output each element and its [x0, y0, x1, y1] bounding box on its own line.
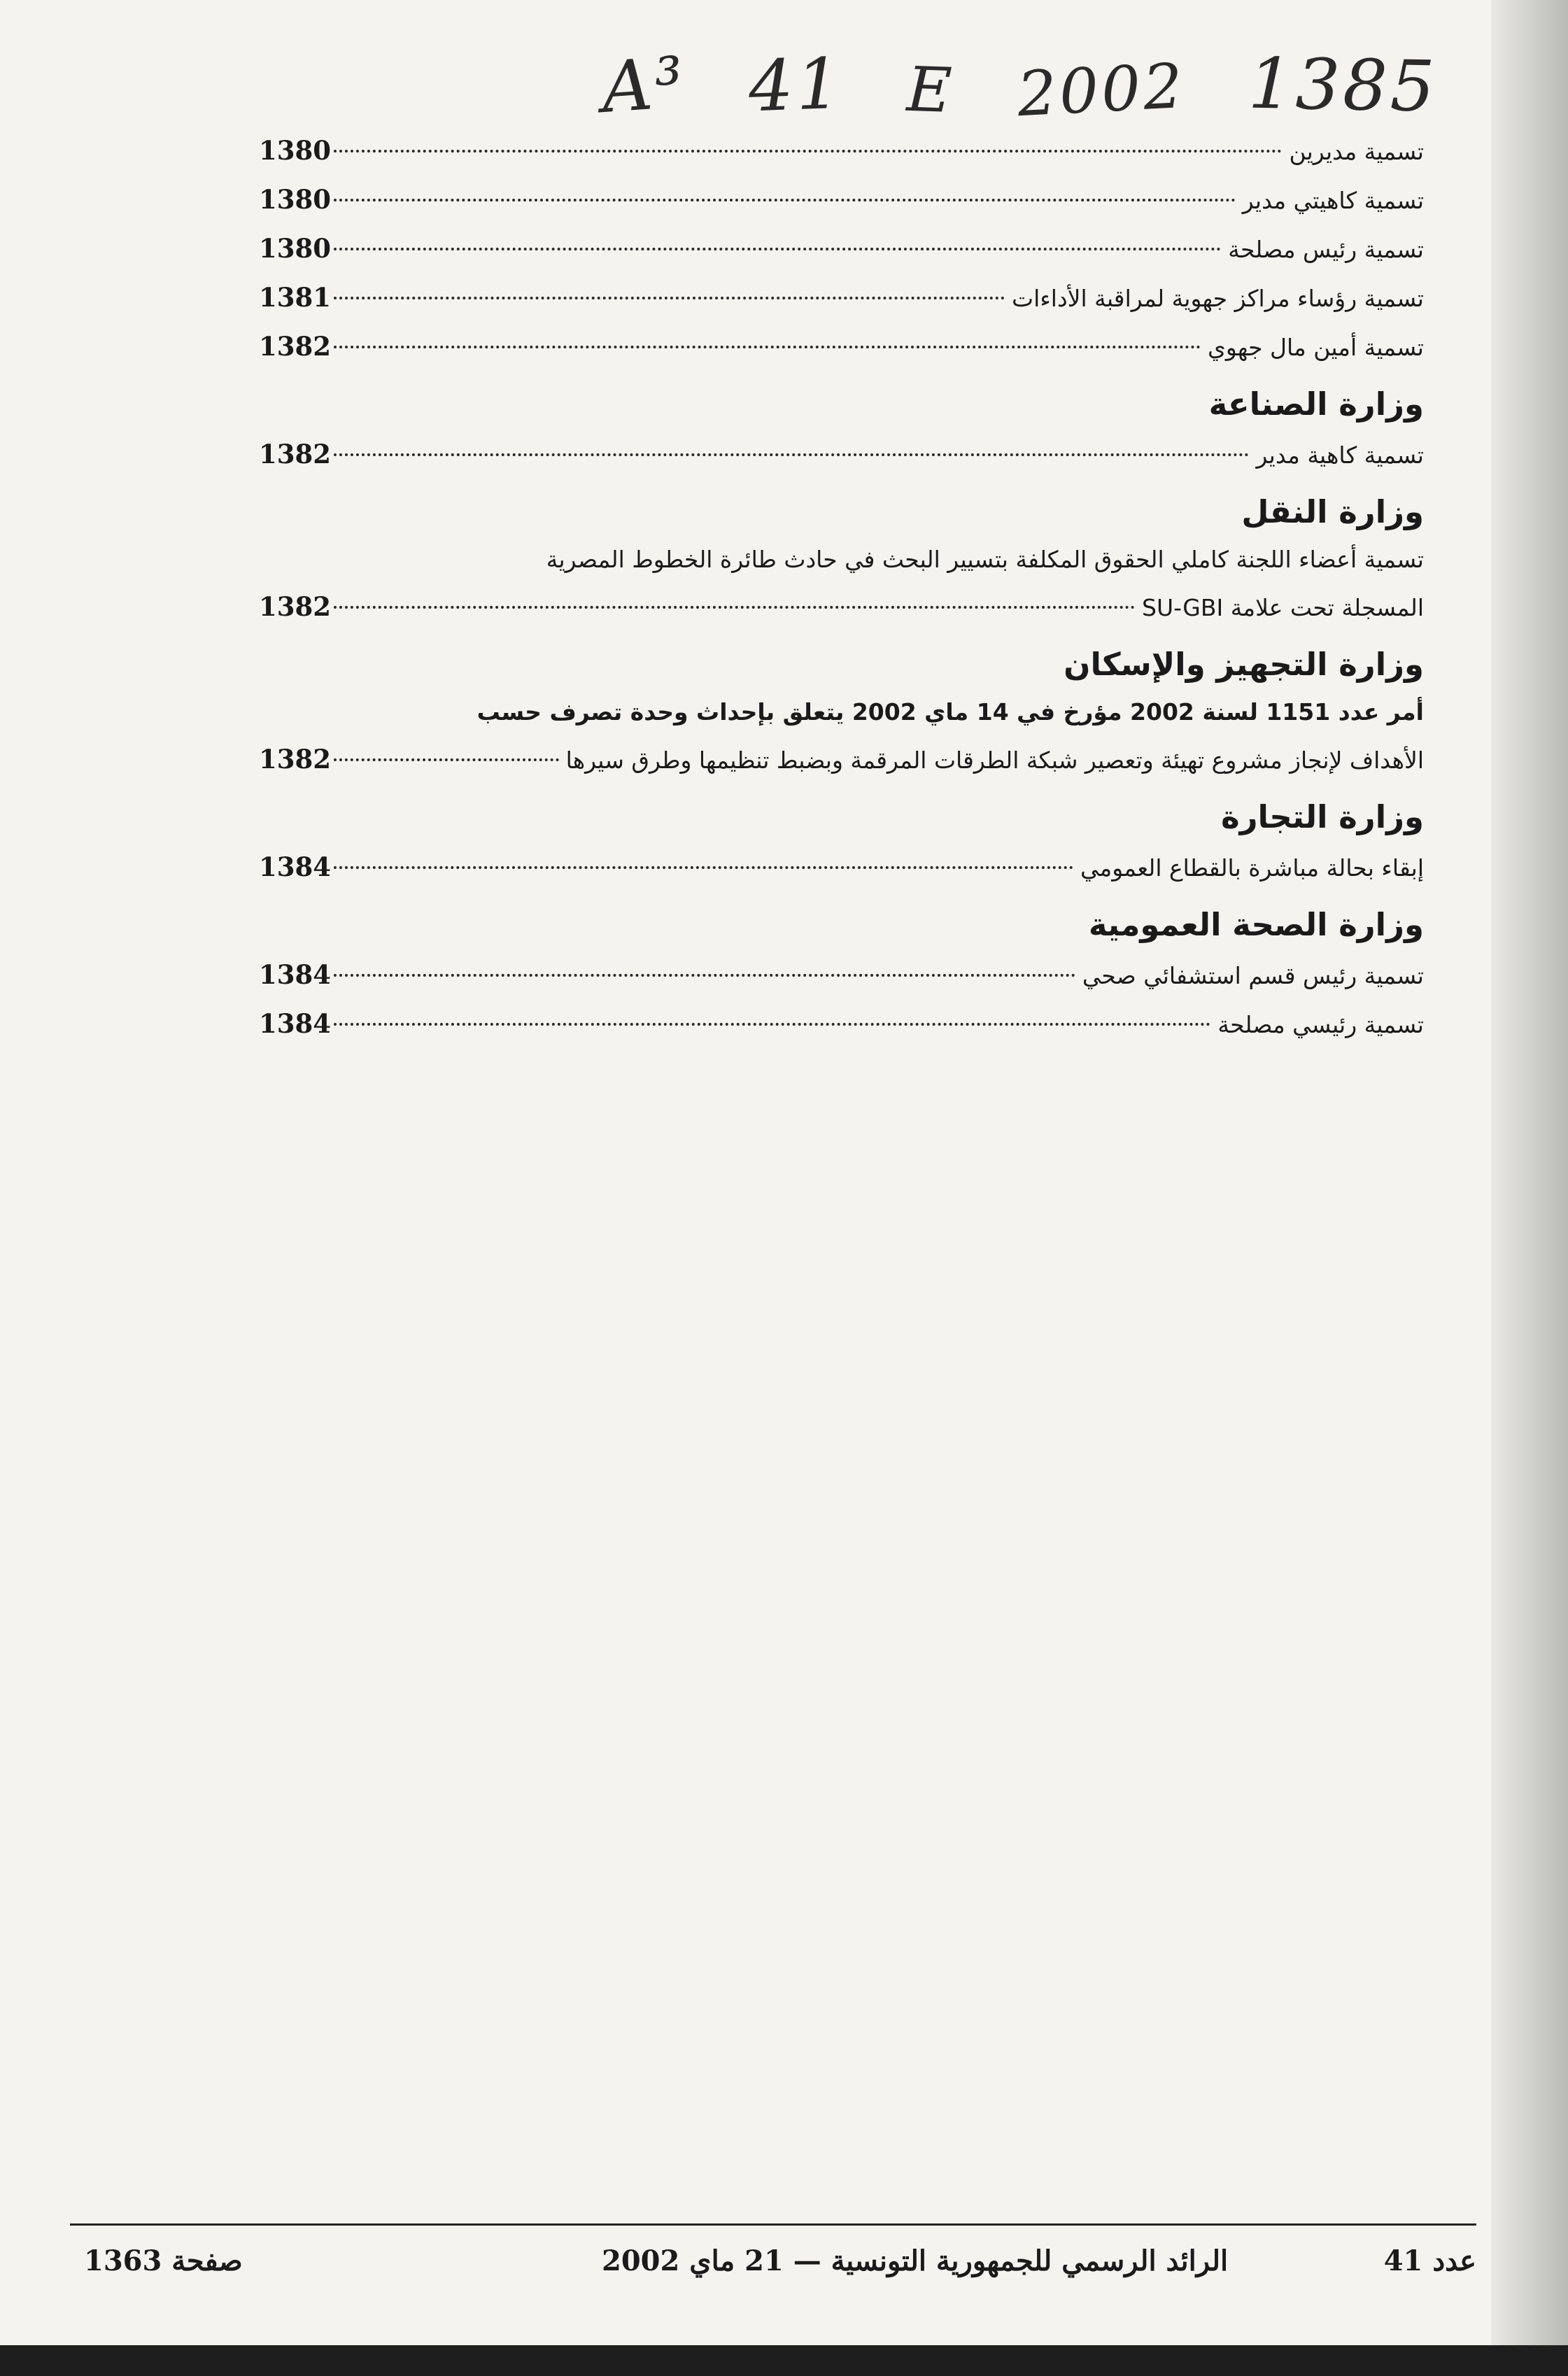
section-title-industry: وزارة الصناعة — [1208, 386, 1424, 423]
issue-number: عدد 41 — [1383, 2244, 1476, 2277]
toc-entry-title: تسمية كاهية مدير — [1256, 441, 1424, 469]
toc-entry-page: 1384 — [259, 959, 331, 990]
toc-entry — [259, 126, 1424, 175]
handwritten-note-part: E — [905, 52, 956, 127]
toc-entry — [259, 322, 1424, 371]
toc-entry — [259, 175, 1424, 224]
section-title-transport: وزارة النقل — [1241, 493, 1424, 530]
dot-leader — [334, 346, 1201, 348]
dot-leader — [334, 248, 1221, 250]
dot-leader — [334, 453, 1249, 456]
toc-entry — [259, 582, 1424, 631]
toc-entry-page: 1380 — [259, 184, 331, 215]
handwritten-note-part: 1385 — [1247, 42, 1439, 128]
toc-entry-text-line: تسمية أعضاء اللجنة كاملي الحقوق المكلفة بتسيير البحث في حادث طائرة الخطوط المصرية — [546, 546, 1424, 573]
dot-leader — [334, 199, 1236, 201]
section-title-equipment: وزارة التجهيز والإسكان — [1064, 646, 1424, 683]
toc-entry-page: 1380 — [259, 135, 331, 166]
toc-entry — [259, 950, 1424, 999]
handwritten-note-part: 2002 — [1015, 49, 1187, 131]
page-number: صفحة 1363 — [84, 2244, 243, 2277]
toc-entry-text-line: أمر عدد 1151 لسنة 2002 مؤرخ في 14 ماي 2002 يتعلق بإحداث وحدة تصرف حسب — [476, 698, 1424, 726]
toc-entry-title: تسمية أمين مال جهوي — [1208, 334, 1424, 361]
toc-entry-title: الأهداف لإنجاز مشروع تهيئة وتعصير شبكة الطرقات المرقمة وبضبط تنظيمها وطرق سيرها — [565, 747, 1424, 774]
toc-entry-title: تسمية رئيس قسم استشفائي صحي — [1082, 962, 1424, 989]
handwritten-note-part: 41 — [747, 42, 845, 128]
toc-entry-title: تسمية كاهيتي مدير — [1242, 187, 1424, 214]
toc-entry — [259, 842, 1424, 891]
dot-leader — [334, 606, 1135, 609]
section-title-commerce: وزارة التجارة — [1221, 798, 1424, 835]
section-title-health: وزارة الصحة العمومية — [1088, 906, 1424, 943]
toc-entry-page: 1382 — [259, 591, 331, 622]
toc-entry-title: تسمية رئيسي مصلحة — [1217, 1011, 1424, 1038]
toc-entry-page: 1382 — [259, 439, 331, 469]
toc-entry — [259, 430, 1424, 479]
handwritten-note — [599, 28, 1439, 131]
toc-entry-page: 1380 — [259, 233, 331, 264]
toc-entry-title: المسجلة تحت علامة SU-GBI — [1142, 594, 1424, 621]
dot-leader — [334, 758, 559, 761]
dot-leader — [334, 1023, 1210, 1026]
journal-title-date: الرائد الرسمي للجمهورية التونسية — 21 ماي 2002 — [602, 2244, 1229, 2277]
toc-entry-page: 1382 — [259, 744, 331, 775]
dot-leader — [334, 974, 1075, 977]
toc-entry-page: 1384 — [259, 851, 331, 882]
toc-entry — [259, 735, 1424, 784]
toc-entry — [259, 999, 1424, 1048]
toc-entry — [259, 224, 1424, 273]
dot-leader — [334, 150, 1282, 153]
toc-entry-title: إبقاء بحالة مباشرة بالقطاع العمومي — [1080, 854, 1424, 882]
handwritten-note-part: A³ — [599, 41, 689, 129]
toc-entry-title: تسمية مديرين — [1289, 138, 1424, 165]
table-of-contents — [259, 126, 1424, 1048]
scan-edge — [0, 2345, 1568, 2376]
toc-entry-title: تسمية رئيس مصلحة — [1228, 236, 1424, 263]
toc-entry-page: 1382 — [259, 331, 331, 362]
dot-leader — [334, 866, 1073, 869]
toc-entry-page: 1384 — [259, 1008, 331, 1039]
footer-divider — [70, 2223, 1476, 2226]
adjacent-page-bleed — [1491, 0, 1568, 2376]
page-footer — [70, 2230, 1476, 2286]
toc-entry-page: 1381 — [259, 282, 331, 313]
toc-entry — [259, 273, 1424, 322]
dot-leader — [334, 297, 1005, 299]
toc-entry-title: تسمية رؤساء مراكز جهوية لمراقبة الأداءات — [1012, 285, 1424, 312]
